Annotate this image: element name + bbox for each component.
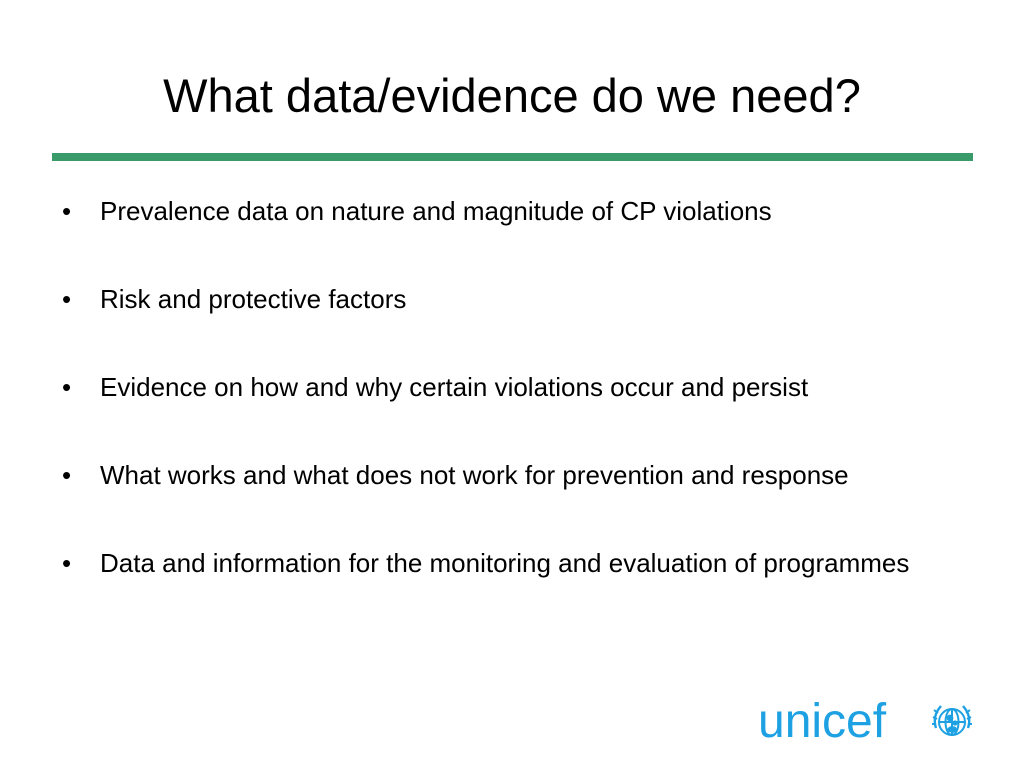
logo-wordmark: unicef [758,695,887,748]
bullet-item: • What works and what does not work for prevention and response [62,457,950,494]
title-divider [52,153,973,161]
bullet-item: • Risk and protective factors [62,281,950,318]
bullet-list [62,193,950,582]
bullet-item: • Prevalence data on nature and magnitude of CP violations [62,193,950,230]
bullet-item: • Data and information for the monitoring and evaluation of programmes [62,545,950,582]
unicef-logo [758,694,978,750]
slide-title: What data/evidence do we need? [163,69,861,122]
bullet-item: • Evidence on how and why certain violations occur and persist [62,369,950,406]
unicef-emblem-icon [928,698,976,746]
